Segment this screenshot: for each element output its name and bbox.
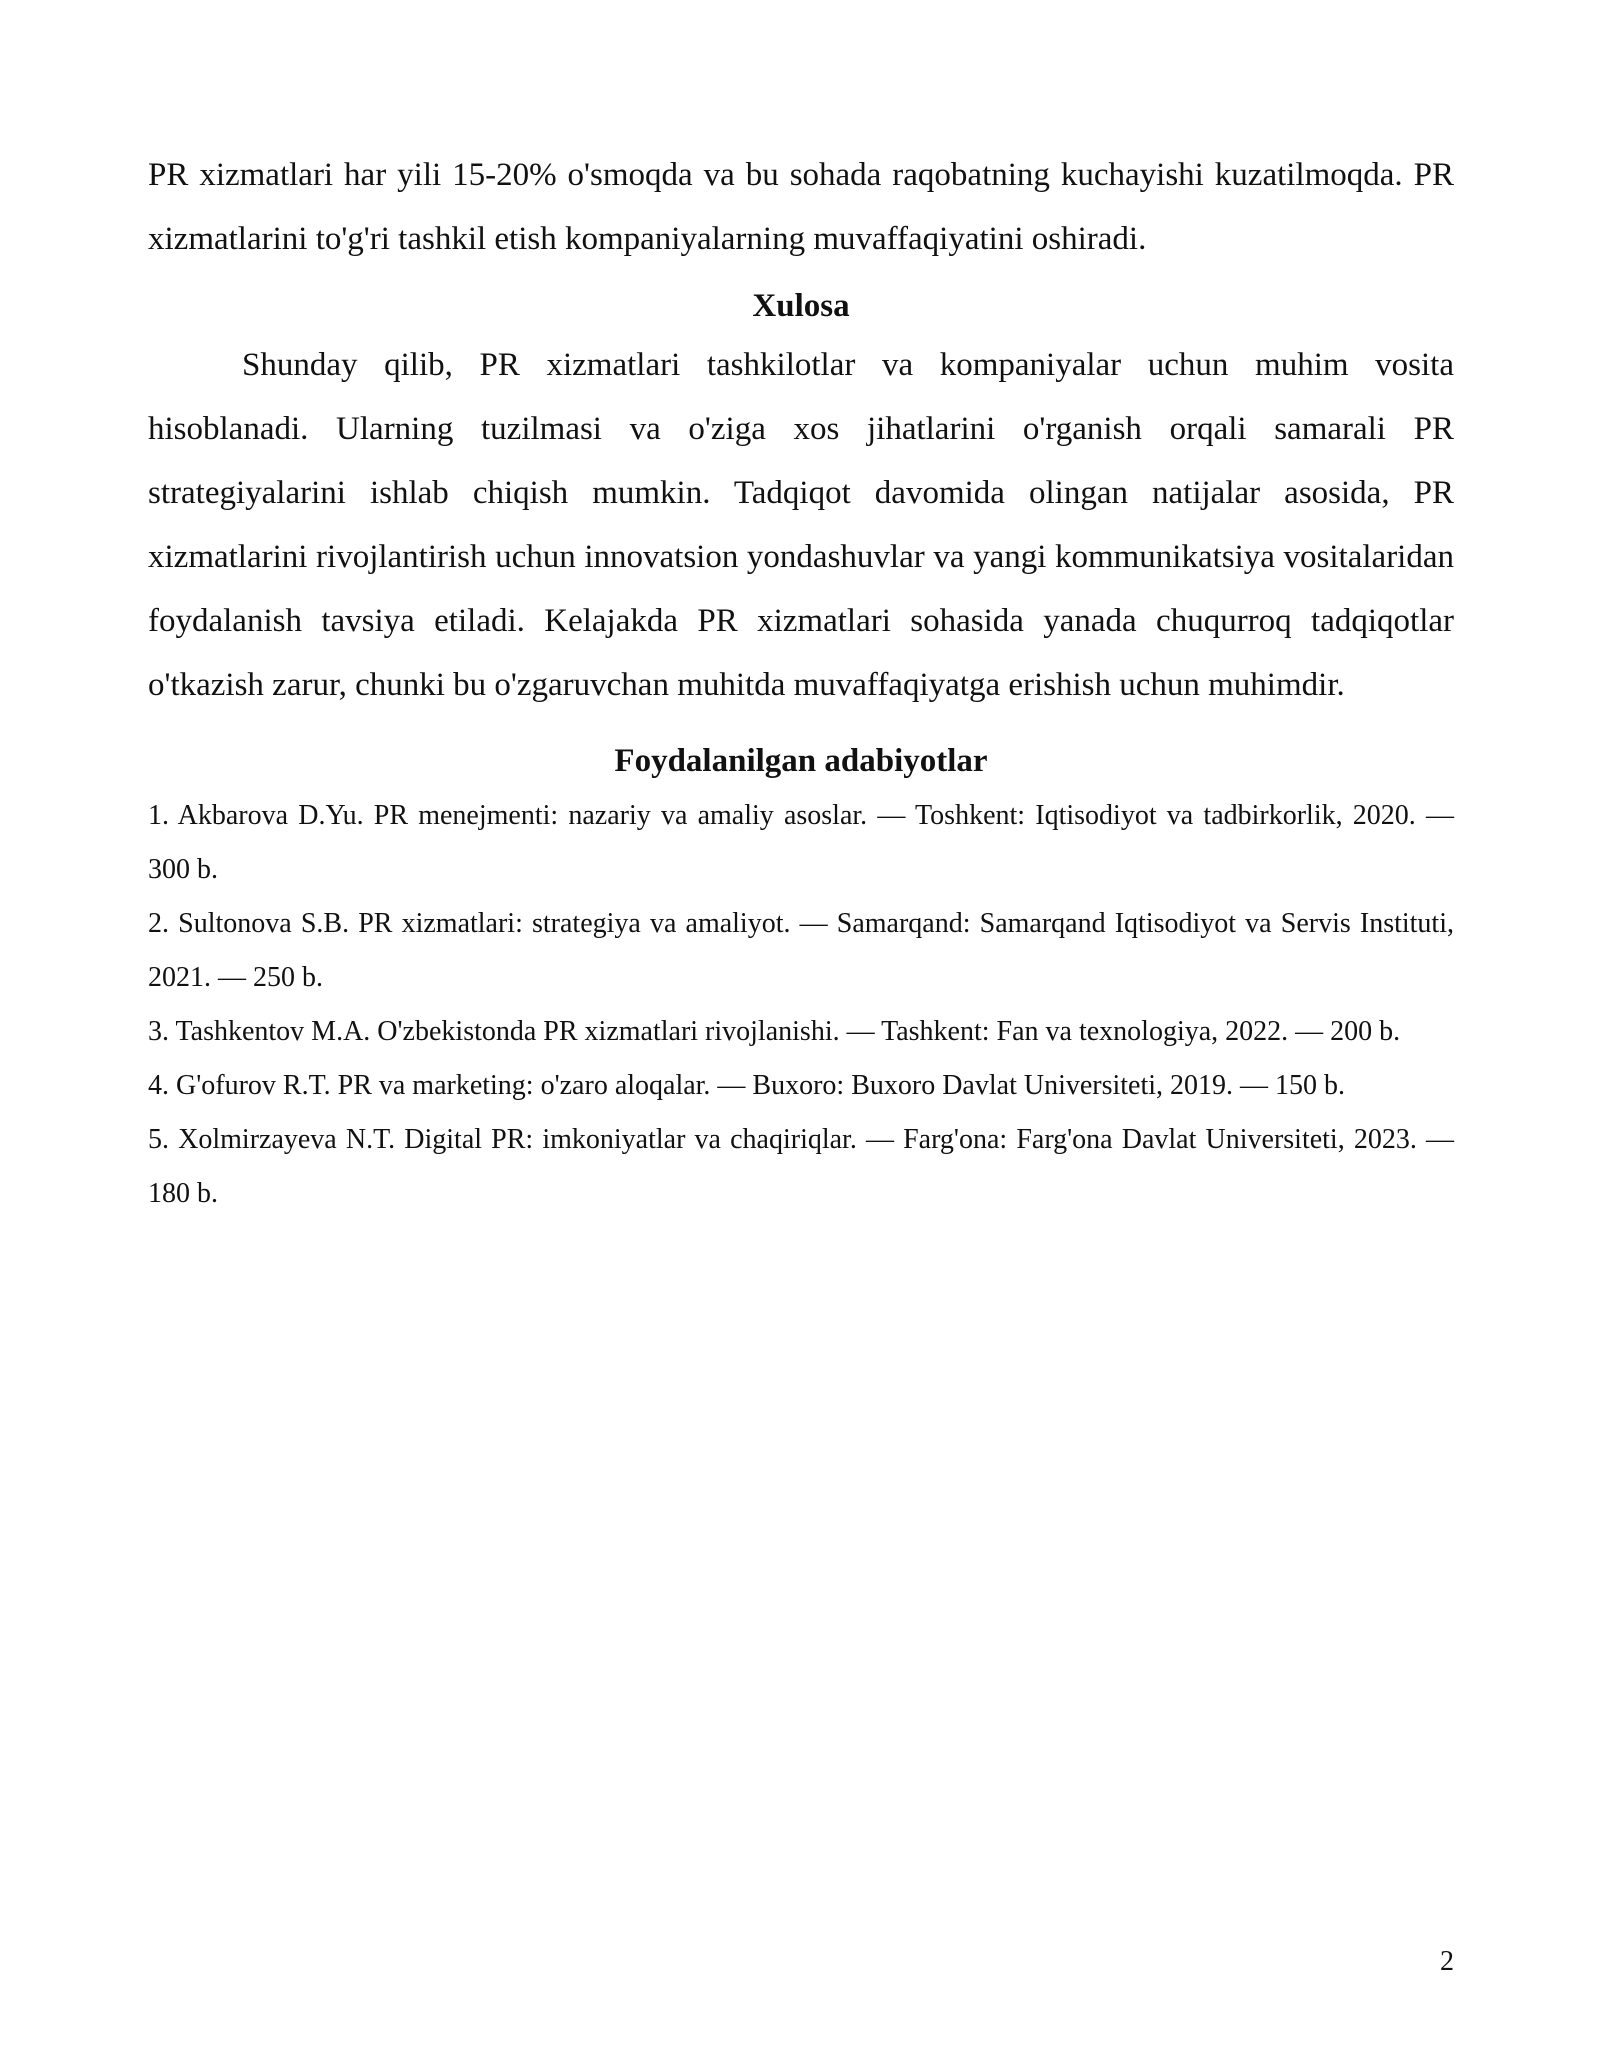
intro-paragraph: PR xizmatlari har yili 15-20% o'smoqda va bu sohada raqobatning kuchayishi kuzatilmoqda. PR xizmatlarini to'g'ri tashkil etish kompaniyalarning muvaffaqiyatini oshiradi. (148, 157, 1454, 257)
reference-item-4: 4. G'ofurov R.T. PR va marketing: o'zaro aloqalar. — Buxoro: Buxoro Davlat Universiteti, 2019. — 150 b. (148, 1070, 1346, 1101)
references-heading: Foydalanilgan adabiyotlar (614, 743, 988, 779)
reference-item-5: 5. Xolmirzayeva N.T. Digital PR: imkoniyatlar va chaqiriqlar. — Farg'ona: Farg'ona Davlat Universiteti, 2023. — 180 b. (148, 1124, 1454, 1209)
reference-item-3: 3. Tashkentov M.A. O'zbekistonda PR xizmatlari rivojlanishi. — Tashkent: Fan va texnologiya, 2022. — 200 b. (148, 1016, 1401, 1047)
references-list (148, 789, 1454, 1221)
conclusion-heading: Xulosa (752, 288, 850, 324)
page-content (148, 143, 1454, 1221)
conclusion-paragraph: Shunday qilib, PR xizmatlari tashkilotlar va kompaniyalar uchun muhim vosita hisoblanadi. Ularning tuzilmasi va o'ziga xos jihatlarini o'rganish orqali samarali PR strategiyalarini ishlab chiqish mumkin. Tadqiqot davomida olingan natijalar asosida, PR xizmatlarini rivojlantirish uchun innovatsion yondashuvlar va yangi kommunikatsiya vositalaridan foydalanish tavsiya etiladi. Kelajakda PR xizmatlari sohasida yanada chuqurroq tadqiqotlar o'tkazish zarur, chunki bu o'zgaruvchan muhitda muvaffaqiyatga erishish uchun muhimdir. (148, 347, 1454, 703)
reference-item-1: 1. Akbarova D.Yu. PR menejmenti: nazariy va amaliy asoslar. — Toshkent: Iqtisodiyot va tadbirkorlik, 2020. — 300 b. (148, 800, 1454, 885)
reference-item-2: 2. Sultonova S.B. PR xizmatlari: strategiya va amaliyot. — Samarqand: Samarqand Iqtisodiyot va Servis Instituti, 2021. — 250 b. (148, 908, 1454, 993)
page-number: 2 (1440, 1946, 1454, 1977)
